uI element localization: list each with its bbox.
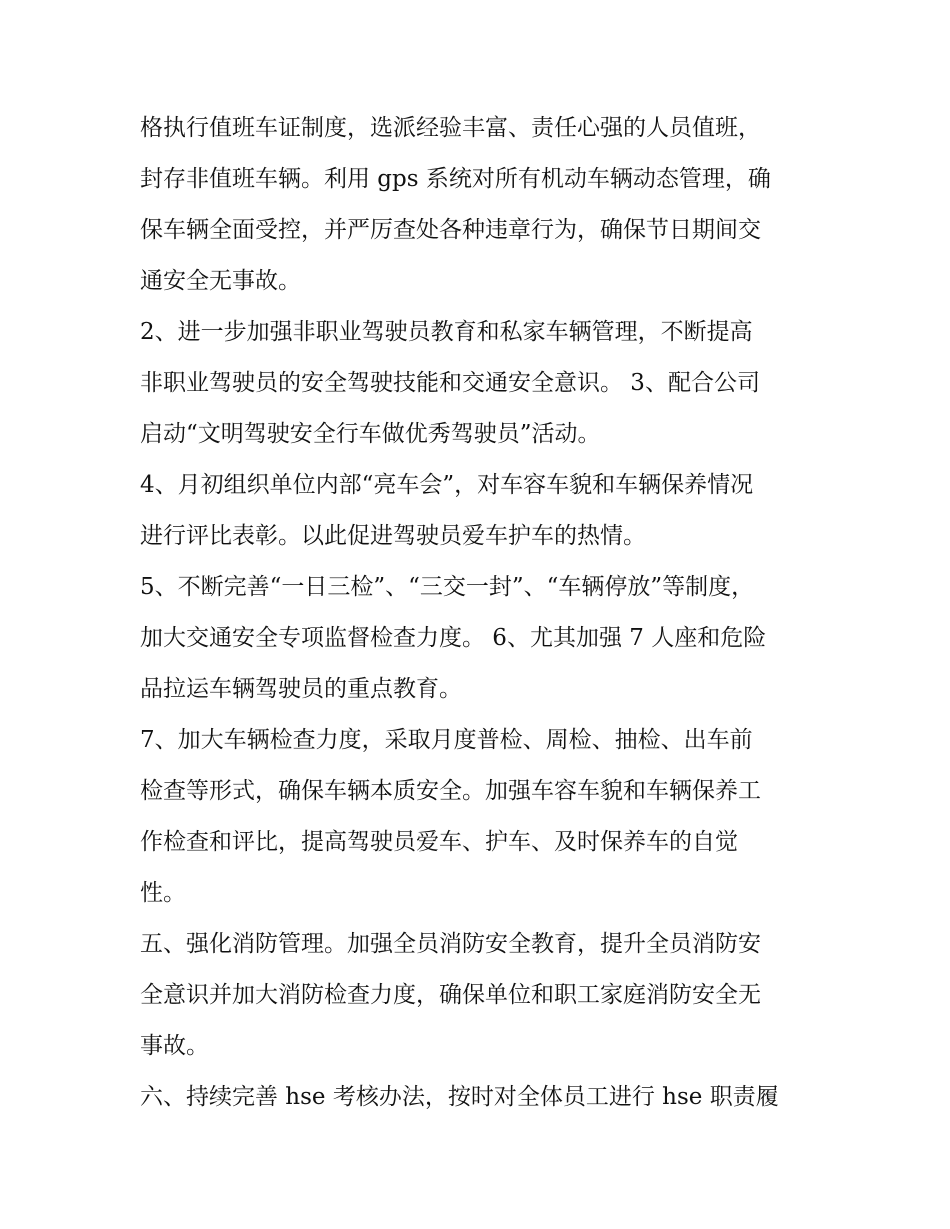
- paragraph-item-4: [140, 460, 820, 562]
- text-line: 五、强化消防管理。加强全员消防安全教育，提升全员消防安: [140, 931, 761, 957]
- paragraph-section-6-hse: [140, 1072, 820, 1123]
- document-body: [140, 103, 820, 1123]
- text-line: 保车辆全面受控，并严厉查处各种违章行为，确保节日期间交: [140, 217, 761, 243]
- paragraph-item-7: [140, 715, 820, 919]
- text-line: 非职业驾驶员的安全驾驶技能和交通安全意识。 3、配合公司: [140, 370, 760, 396]
- text-line: 六、持续完善 hse 考核办法，按时对全体员工进行 hse 职责履: [140, 1084, 779, 1110]
- text-line: 4、月初组织单位内部“亮车会”，对车容车貌和车辆保养情况: [140, 472, 754, 498]
- text-line: 检查等形式，确保车辆本质安全。加强车容车貌和车辆保养工: [140, 778, 761, 804]
- text-line: 启动“文明驾驶安全行车做优秀驾驶员”活动。: [140, 421, 601, 447]
- text-line: 品拉运车辆驾驶员的重点教育。: [140, 676, 462, 702]
- text-line: 封存非值班车辆。利用 gps 系统对所有机动车辆动态管理，确: [140, 166, 771, 192]
- text-line: 2、进一步加强非职业驾驶员教育和私家车辆管理，不断提高: [140, 319, 753, 345]
- text-line: 全意识并加大消防检查力度，确保单位和职工家庭消防安全无: [140, 982, 761, 1008]
- paragraph-item-5: [140, 562, 820, 715]
- text-line: 事故。: [140, 1033, 209, 1059]
- text-line: 7、加大车辆检查力度，采取月度普检、周检、抽检、出车前: [140, 727, 753, 753]
- text-line: 进行评比表彰。以此促进驾驶员爱车护车的热情。: [140, 523, 646, 549]
- text-line: 通安全无事故。: [140, 268, 301, 294]
- text-line: 作检查和评比，提高驾驶员爱车、护车、及时保养车的自觉: [140, 829, 738, 855]
- paragraph-section-5-fire: [140, 919, 820, 1072]
- text-line: 格执行值班车证制度，选派经验丰富、责任心强的人员值班，: [140, 115, 761, 141]
- paragraph-item-2: [140, 307, 820, 460]
- paragraph-duty-vehicles: [140, 103, 820, 307]
- text-line: 加大交通安全专项监督检查力度。 6、尤其加强 7 人座和危险: [140, 625, 767, 651]
- text-line: 5、不断完善“一日三检”、“三交一封”、“车辆停放”等制度，: [140, 574, 755, 600]
- text-line: 性。: [140, 880, 186, 906]
